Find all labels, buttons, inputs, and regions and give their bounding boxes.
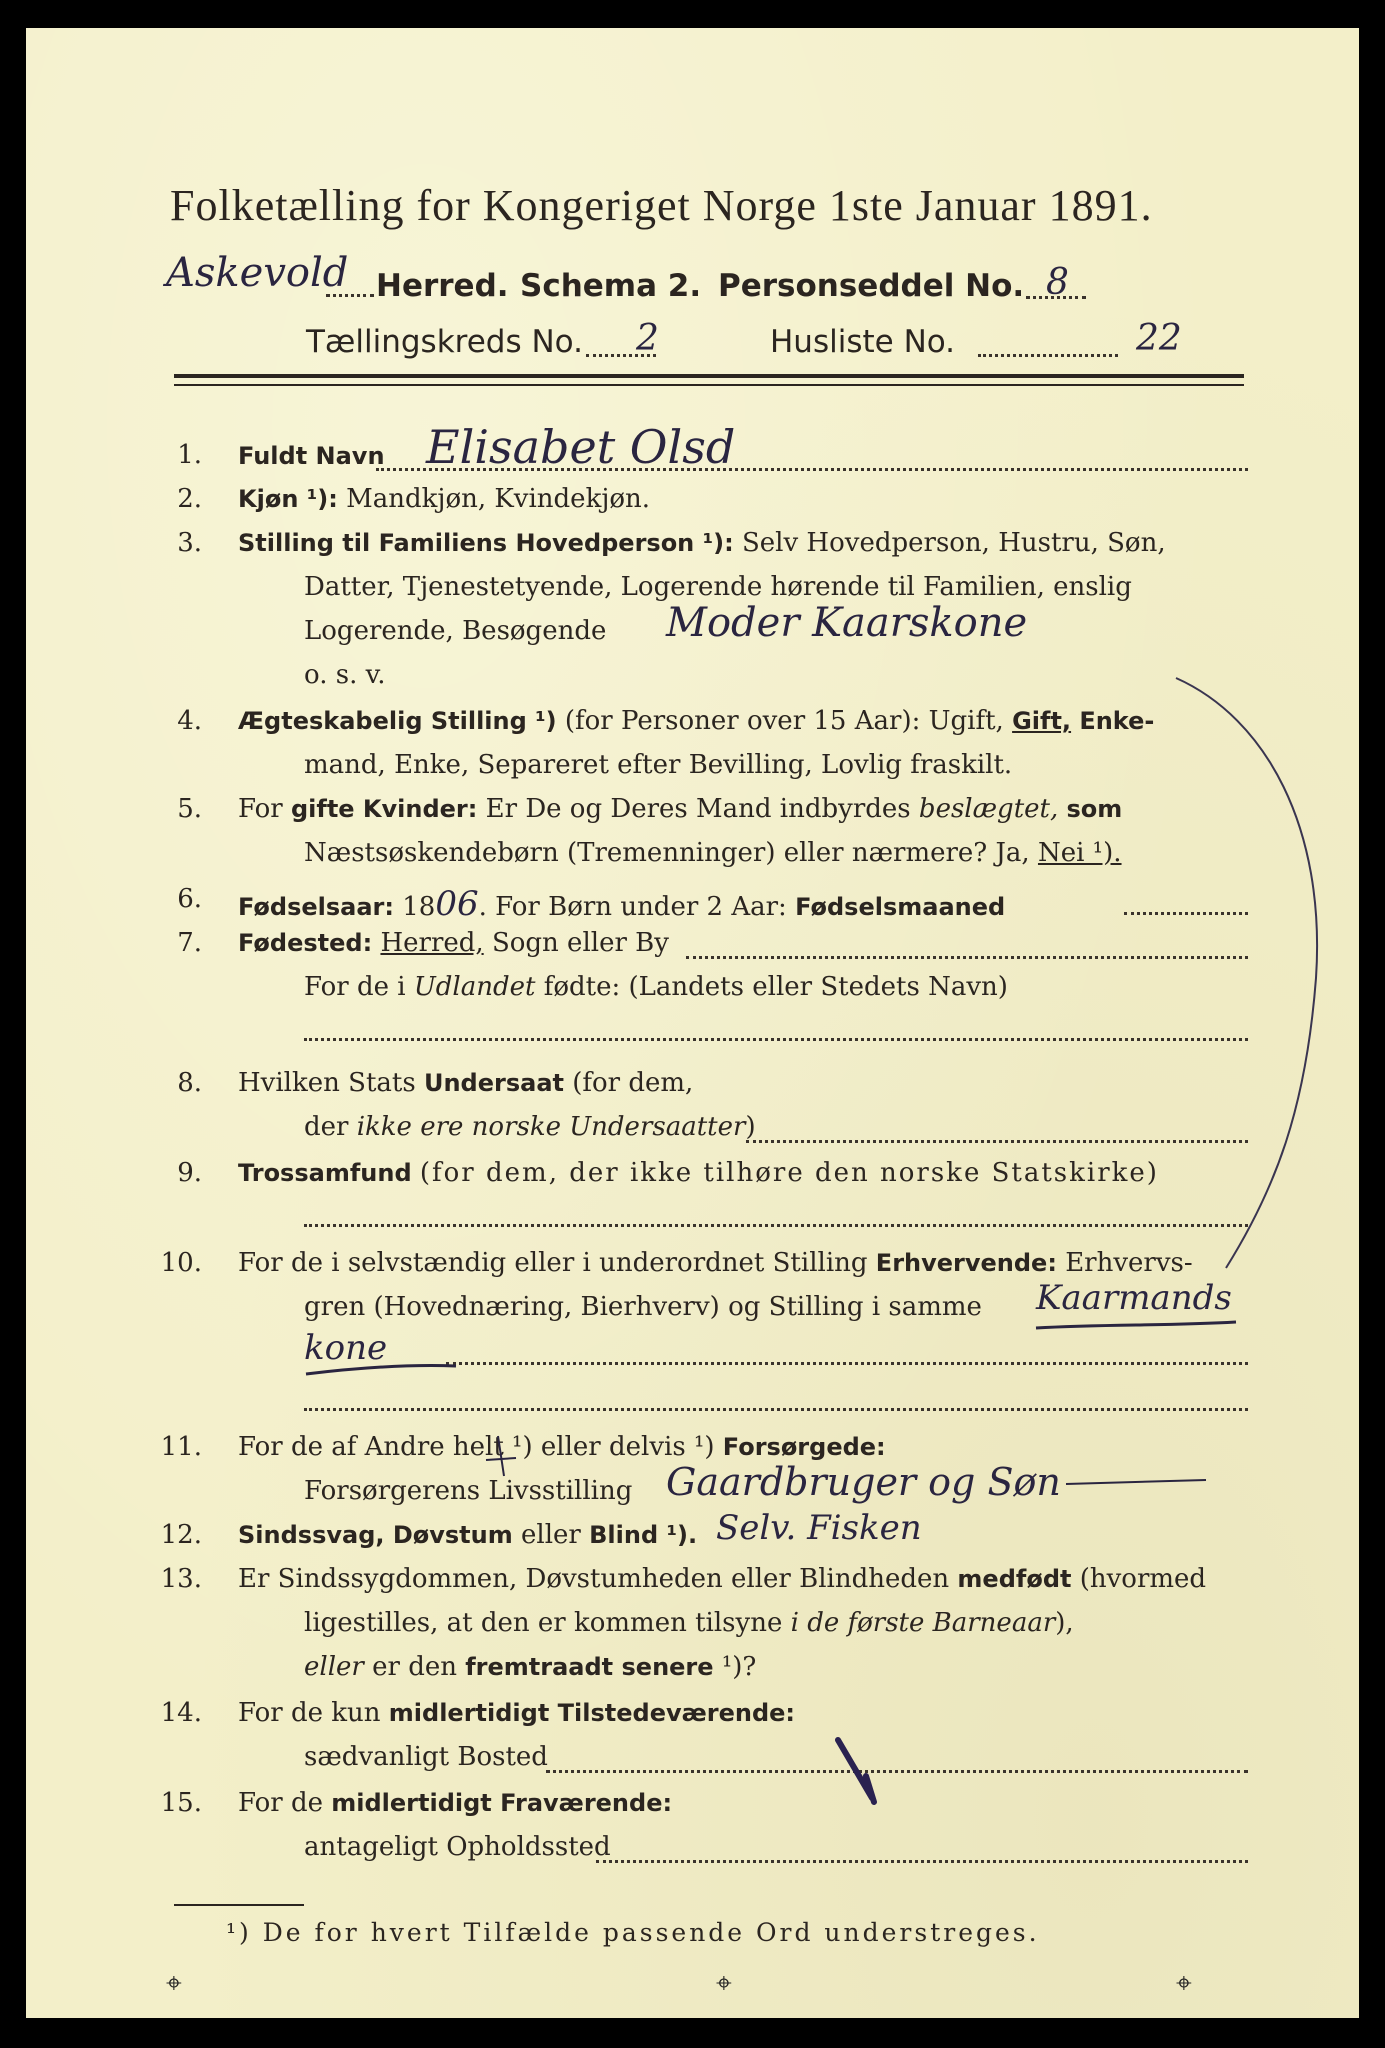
- field-text: For de af Andre helt ¹) eller delvis ¹): [238, 1432, 715, 1462]
- field-label: Fuldt Navn: [238, 442, 385, 470]
- field-text: gren (Hovednæring, Bierhverv) og Stilling i samme: [304, 1292, 982, 1322]
- field-text: (hvormed: [1079, 1564, 1207, 1594]
- field-number: 15.: [160, 1788, 202, 1818]
- field-text: antageligt Opholdssted: [304, 1832, 611, 1862]
- corner-mark: ⌖: [166, 1966, 182, 1999]
- field-text: ligestilles, at den er kommen tilsyne: [304, 1608, 783, 1638]
- field-label: midlertidigt Fraværende:: [331, 1789, 673, 1817]
- bracket-stroke: [1176, 678, 1317, 1268]
- field-label: Erhvervende:: [875, 1249, 1057, 1277]
- field-label: Sindssvag, Døvstum: [238, 1521, 513, 1549]
- field-text: Erhvervs-: [1065, 1248, 1193, 1278]
- field-number: 10.: [160, 1248, 202, 1278]
- field-text: Forsørgerens Livsstilling: [304, 1476, 633, 1506]
- field-number: 2.: [177, 484, 202, 514]
- field-text: (for dem,: [572, 1068, 694, 1098]
- field-number: 7.: [177, 928, 202, 958]
- field-text: For Børn under 2 Aar:: [495, 892, 787, 922]
- field-number: 12.: [160, 1520, 202, 1550]
- occupation-value-2: kone: [304, 1328, 388, 1368]
- field-text: For de i: [304, 972, 406, 1002]
- ink-mark: [838, 1740, 874, 1802]
- field-number: 6.: [177, 884, 202, 914]
- field-text: Næstsøskendebørn (Tremenninger) eller nærmere? Ja,: [304, 838, 1030, 868]
- kreds-label: Tællingskreds No.: [306, 324, 583, 360]
- field-text: Logerende, Besøgende: [304, 616, 607, 646]
- field-label: Fødselsaar:: [238, 893, 394, 921]
- field-text: For: [238, 794, 283, 824]
- form-title: Folketælling for Kongeriget Norge 1ste Januar 1891.: [170, 181, 1153, 230]
- husliste-label: Husliste No.: [770, 324, 956, 360]
- field-text: Selv Hovedperson, Hustru, Søn,: [741, 528, 1166, 558]
- footnote-rule: [174, 1904, 304, 1906]
- field-text: For de: [238, 1788, 323, 1818]
- field-text: Datter, Tjenestetyende, Logerende hørende til Familien, enslig: [304, 572, 1132, 602]
- field-number: 14.: [160, 1698, 202, 1728]
- field-label: gifte Kvinder:: [290, 795, 478, 823]
- underline-stroke: [306, 1365, 456, 1374]
- field-label: Undersaat: [423, 1069, 564, 1097]
- field-text: For de kun: [238, 1698, 381, 1728]
- answer-nei-underlined: Nei ¹).: [1037, 838, 1122, 868]
- gender-options: Mandkjøn, Kvindekjøn.: [346, 484, 651, 514]
- field-text: ¹)?: [721, 1652, 757, 1682]
- personseddel-label: Personseddel No.: [718, 268, 1025, 304]
- field-text: eller: [521, 1520, 581, 1550]
- field-text: Udlandet: [413, 972, 536, 1002]
- field-text: o. s. v.: [304, 660, 386, 690]
- field-text: fødte: (Landets eller Stedets Navn): [543, 972, 1008, 1002]
- field-number: 9.: [177, 1158, 202, 1188]
- field-text: i de første Barneaar: [790, 1608, 1056, 1638]
- field-text: (for Personer over 15 Aar): Ugift,: [564, 706, 1004, 736]
- field-label: Forsørgede:: [722, 1433, 886, 1461]
- birthplace-herred-underlined: Herred,: [380, 928, 484, 958]
- field-text: mand, Enke, Separeret efter Bevilling, Lovlig fraskilt.: [304, 750, 1013, 780]
- field-text: Er Sindssygdommen, Døvstumheden eller Blindheden: [238, 1564, 950, 1594]
- field-label: Blind ¹).: [589, 1521, 698, 1549]
- field-label: midlertidigt Tilstedeværende:: [388, 1699, 796, 1727]
- footnote: ¹) De for hvert Tilfælde passende Ord understreges.: [226, 1918, 1040, 1947]
- ink-mark: [486, 1436, 516, 1476]
- field-text: som: [1066, 795, 1123, 823]
- field-label: Ægteskabelig Stilling ¹): [238, 707, 557, 735]
- field-label: Kjøn ¹):: [238, 485, 338, 513]
- field-number: 11.: [160, 1432, 202, 1462]
- field-label: Fødselsmaaned: [795, 893, 1006, 921]
- kreds-value: 2: [636, 318, 659, 359]
- herred-label: Herred.: [376, 268, 509, 304]
- field-number: 3.: [177, 528, 202, 558]
- strike-stroke: [1066, 1480, 1206, 1484]
- field-number: 4.: [177, 706, 202, 736]
- marital-gift-underlined: Gift,: [1012, 707, 1072, 735]
- schema-label: Schema 2.: [520, 268, 702, 304]
- field-label: Fødested:: [238, 929, 373, 957]
- field-text: beslægtet,: [918, 794, 1059, 824]
- field-text: (for dem, der ikke tilhøre den norske Statskirke): [419, 1158, 1159, 1188]
- field-text: For de i selvstændig eller i underordnet Stilling: [238, 1248, 868, 1278]
- field-text: Er De og Deres Mand indbyrdes: [485, 794, 911, 824]
- field-text: Hvilken Stats: [238, 1068, 416, 1098]
- husliste-value: 22: [1136, 318, 1182, 359]
- corner-mark: ⌖: [1176, 1966, 1192, 1999]
- field-text: sædvanligt Bosted: [304, 1742, 548, 1772]
- underline-stroke: [1036, 1322, 1236, 1328]
- field-text: 18: [402, 892, 436, 922]
- corner-mark: ⌖: [716, 1966, 732, 1999]
- field-text: ikke ere norske Undersaatter: [356, 1112, 746, 1142]
- field-number: 5.: [177, 794, 202, 824]
- field-text: der: [304, 1112, 349, 1142]
- field-text: Enke-: [1079, 707, 1155, 735]
- field-number: 1.: [177, 440, 202, 470]
- field-text: er den: [372, 1652, 457, 1682]
- field-text: eller: [304, 1652, 364, 1682]
- field-label: Trossamfund: [238, 1159, 412, 1187]
- field-label: fremtraadt senere: [465, 1653, 714, 1681]
- handwritten-marks: [26, 28, 1359, 2018]
- field-label: medfødt: [957, 1565, 1072, 1593]
- full-name-value: Elisabet Olsd: [426, 420, 736, 474]
- occupation-value-1: Kaarmands: [1036, 1278, 1232, 1318]
- provider-occupation-value: Gaardbruger og Søn: [666, 1460, 1061, 1504]
- field-text: Sogn eller By: [491, 928, 669, 958]
- field-number: 8.: [177, 1068, 202, 1098]
- census-form: Folketælling for Kongeriget Norge 1ste Januar 1891. Askevold Herred. Schema 2. Personseddel No. 8 Tællingskreds No. 2 Husliste No. 22 1. Fuldt Navn Elisabet Olsd 2. Kjøn ¹): Mandkjøn, Kvindekjøn. 3. Stilling til Familiens Hovedperson ¹): Selv Hovedperson, Hustru, Søn, Datter, Tjenestetyende, Logerende hørende til Familien, enslig Logerende, Besøgende Moder Kaarskone o. s. v. 4. Ægteskabelig Stilling ¹) (for Personer over 15 Aar): Ugift, Gift, Enke- mand, Enke, Separeret efter Bevilling, Lovlig fraskilt. 5. For gifte Kvinder: Er De og Deres Mand indbyrdes beslægtet, som Næstsøskendebørn (Tremenninger) eller nærmere? Ja, Nei ¹). 6. Fødselsaar: 1806. For Børn under 2 Aar: Fødselsmaaned 7. Fødested: Herred, Sogn eller By For de i Udlandet fødte: (Landets eller Stedets Navn) 8. Hvilken Stats Undersaat (for dem, der ikke ere norske Undersaatter) 9. Trossamfund (for dem, der ikke tilhøre den norske Statskirke) 10. For de i selvstændig eller i underordnet Stilling Erhvervende: Erhvervs- gren (Hovednæring, Bierhverv) og Stilling i samme Kaarmands kone 11. For de af Andre helt ¹) eller delvis ¹) Forsørgede: Forsørgerens Livsstilling Gaardbruger og Søn 12. Sindssvag, Døvstum eller Blind ¹). Selv. Fisken 13. Er Sindssygdommen, Døvstumheden eller Blindheden medfødt (hvormed ligestilles, at den er kommen tilsyne i de første Barneaar), eller er den fremtraadt senere ¹)? 14. For de kun midlertidigt Tilstedeværende: sædvanligt Bosted 15. For de midlertidigt Fraværende: antageligt Opholdssted ¹) De for hvert Tilfælde passende Ord understreges. ⌖ ⌖ ⌖: [26, 28, 1359, 2018]
- herred-value: Askevold: [166, 250, 349, 296]
- personseddel-value: 8: [1046, 262, 1069, 303]
- field-label: Stilling til Familiens Hovedperson ¹):: [238, 529, 734, 557]
- disability-value: Selv. Fisken: [716, 1508, 922, 1548]
- family-position-value: Moder Kaarskone: [666, 600, 1028, 646]
- birth-year-value: 06: [435, 884, 479, 924]
- field-number: 13.: [160, 1564, 202, 1594]
